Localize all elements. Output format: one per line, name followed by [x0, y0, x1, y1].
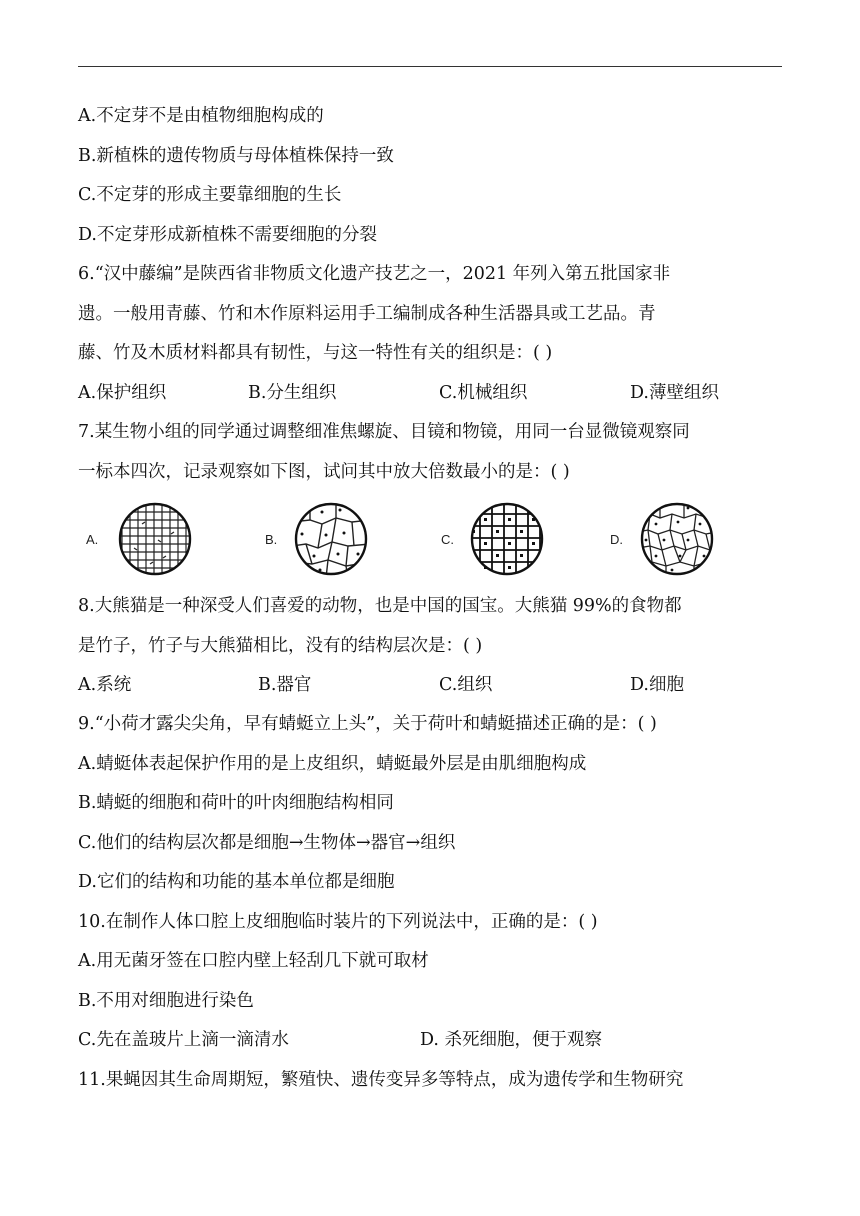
q10-option-c: C.先在盖玻片上滴一滴清水	[78, 1030, 289, 1050]
q7-figure-c-micrograph	[468, 500, 546, 578]
q7-figure-label-b: B.	[265, 532, 278, 547]
q10-option-b: B.不用对细胞进行染色	[78, 991, 254, 1011]
q5-option-c: C.不定芽的形成主要靠细胞的生长	[78, 185, 342, 205]
q7-figure-a-micrograph	[116, 500, 194, 578]
q6-option-d: D.薄壁组织	[630, 383, 719, 403]
q8-stem-line-1: 8.大熊猫是一种深受人们喜爱的动物，也是中国的国宝。大熊猫 99%的食物都	[78, 596, 682, 616]
q6-option-a: A.保护组织	[78, 383, 167, 403]
q6-option-b: B.分生组织	[248, 383, 337, 403]
q11-stem-line-1: 11.果蝇因其生命周期短，繁殖快、遗传变异多等特点，成为遗传学和生物研究	[78, 1070, 684, 1090]
q7-figure-label-c: C.	[441, 532, 454, 547]
q8-option-b: B.器官	[258, 675, 312, 695]
header-rule	[78, 66, 782, 67]
q5-option-b: B.新植株的遗传物质与母体植株保持一致	[78, 146, 394, 166]
q9-option-d: D.它们的结构和功能的基本单位都是细胞	[78, 872, 395, 892]
q7-figure-label-a: A.	[86, 532, 99, 547]
q8-stem-line-2: 是竹子，竹子与大熊猫相比，没有的结构层次是：( )	[78, 636, 483, 656]
q6-stem-line-3: 藤、竹及木质材料都具有韧性，与这一特性有关的组织是：( )	[78, 343, 553, 363]
q9-option-b: B.蜻蜓的细胞和荷叶的叶肉细胞结构相同	[78, 793, 394, 813]
q7-figure-d-micrograph	[638, 500, 716, 578]
q7-stem-line-1: 7.某生物小组的同学通过调整细准焦螺旋、目镜和物镜，用同一台显微镜观察同	[78, 422, 690, 442]
q10-option-a: A.用无菌牙签在口腔内壁上轻刮几下就可取材	[78, 951, 429, 971]
q10-option-d: D. 杀死细胞，便于观察	[420, 1030, 603, 1050]
q5-option-d: D.不定芽形成新植株不需要细胞的分裂	[78, 225, 377, 245]
q8-option-c: C.组织	[439, 675, 493, 695]
q7-figure-label-d: D.	[610, 532, 623, 547]
q5-option-a: A.不定芽不是由植物细胞构成的	[78, 106, 324, 126]
q8-option-d: D.细胞	[630, 675, 684, 695]
q6-stem-line-2: 遗。一般用青藤、竹和木作原料运用手工编制成各种生活器具或工艺品。青	[78, 304, 656, 324]
q7-stem-line-2: 一标本四次，记录观察如下图，试问其中放大倍数最小的是：( )	[78, 462, 570, 482]
q6-stem-line-1: 6.“汉中藤编”是陕西省非物质文化遗产技艺之一，2021 年列入第五批国家非	[78, 264, 671, 284]
q7-figure-b-micrograph	[292, 500, 370, 578]
q10-stem: 10.在制作人体口腔上皮细胞临时装片的下列说法中，正确的是：( )	[78, 912, 598, 932]
q8-option-a: A.系统	[78, 675, 132, 695]
q9-option-a: A.蜻蜓体表起保护作用的是上皮组织，蜻蜓最外层是由肌细胞构成	[78, 754, 587, 774]
q9-option-c: C.他们的结构层次都是细胞→生物体→器官→组织	[78, 833, 456, 853]
q9-stem: 9.“小荷才露尖尖角，早有蜻蜓立上头”，关于荷叶和蜻蜓描述正确的是：( )	[78, 714, 657, 734]
q6-option-c: C.机械组织	[439, 383, 528, 403]
